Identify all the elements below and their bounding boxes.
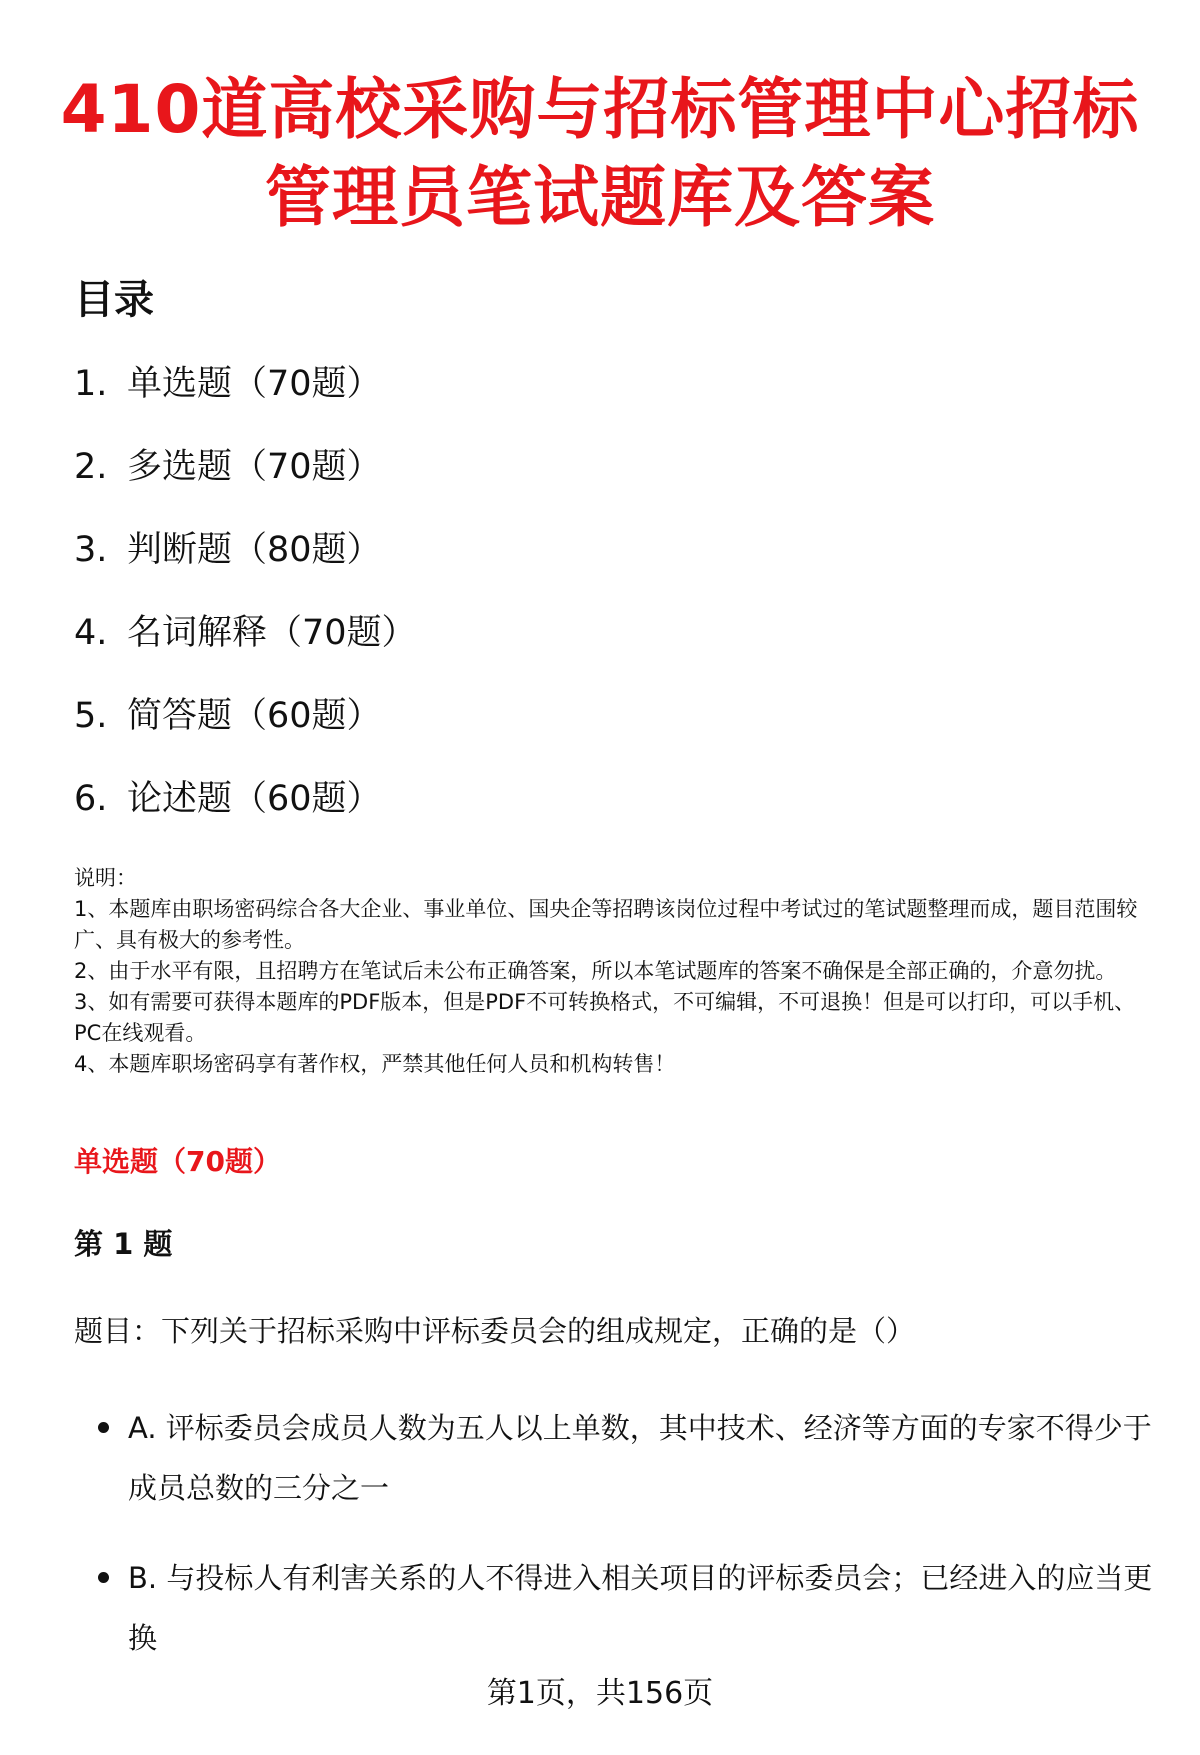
- question-text: 题目：下列关于招标采购中评标委员会的组成规定，正确的是（）: [74, 1314, 916, 1348]
- toc-item-label: 多选题（70题）: [127, 447, 382, 487]
- answer-option-text: B. 与投标人有利害关系的人不得进入相关项目的评标委员会；已经进入的应当更换: [128, 1561, 1153, 1655]
- answer-option: [74, 1548, 1160, 1668]
- page-footer: 第1页，共156页: [486, 1676, 714, 1711]
- toc-item[interactable]: [74, 775, 417, 858]
- table-of-contents: [74, 360, 417, 858]
- note-item: 4、本题库职场密码享有著作权，严禁其他任何人员和机构转售！: [74, 1052, 676, 1076]
- answer-option: [74, 1398, 1160, 1518]
- answer-option-text: A. 评标委员会成员人数为五人以上单数，其中技术、经济等方面的专家不得少于成员总数的三分之一: [128, 1411, 1152, 1505]
- notes-block: [74, 863, 1160, 1080]
- toc-item[interactable]: [74, 360, 417, 443]
- toc-item-number: 1.: [74, 364, 108, 404]
- toc-item-label: 单选题（70题）: [127, 364, 382, 404]
- toc-item[interactable]: [74, 443, 417, 526]
- toc-item-number: 2.: [74, 447, 108, 487]
- title-line-1: 410道高校采购与招标管理中心招标: [60, 71, 1140, 148]
- toc-item-label: 名词解释（70题）: [127, 613, 417, 653]
- toc-heading: 目录: [74, 277, 154, 323]
- document-title: [40, 66, 1160, 242]
- section-title: 单选题（70题）: [74, 1145, 281, 1178]
- answer-options: [74, 1398, 1160, 1698]
- toc-item-number: 6.: [74, 779, 108, 819]
- toc-item-label: 判断题（80题）: [127, 530, 382, 570]
- question-number: 第 1 题: [74, 1227, 173, 1261]
- notes-heading: 说明：: [74, 866, 137, 890]
- toc-item[interactable]: [74, 692, 417, 775]
- toc-item-label: 论述题（60题）: [127, 779, 382, 819]
- toc-item-label: 简答题（60题）: [127, 696, 382, 736]
- note-item: 1、本题库由职场密码综合各大企业、事业单位、国央企等招聘该岗位过程中考试过的笔试题整理而成，题目范围较广、具有极大的参考性。: [74, 897, 1138, 952]
- toc-item-number: 5.: [74, 696, 108, 736]
- toc-item-number: 4.: [74, 613, 108, 653]
- toc-item[interactable]: [74, 526, 417, 609]
- toc-item-number: 3.: [74, 530, 108, 570]
- bullet-icon: [98, 1422, 109, 1433]
- note-item: 2、由于水平有限，且招聘方在笔试后未公布正确答案，所以本笔试题库的答案不确保是全部正确的，介意勿扰。: [74, 959, 1117, 983]
- note-item: 3、如有需要可获得本题库的PDF版本，但是PDF不可转换格式，不可编辑，不可退换！但是可以打印，可以手机、PC在线观看。: [74, 990, 1136, 1045]
- bullet-icon: [98, 1572, 109, 1583]
- title-line-2: 管理员笔试题库及答案: [265, 159, 935, 236]
- toc-item[interactable]: [74, 609, 417, 692]
